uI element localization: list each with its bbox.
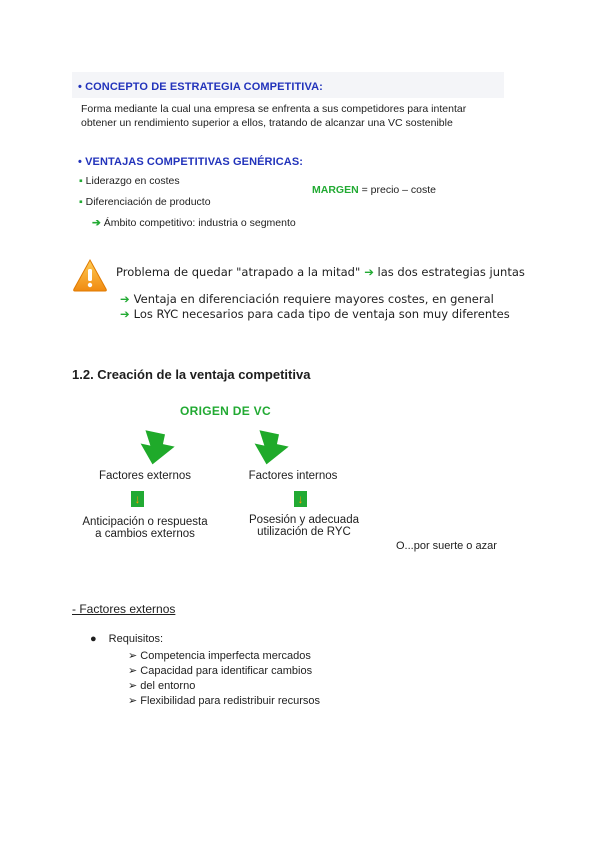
warning-sub-2: ➔ Los RYC necesarios para cada tipo de ventaja son muy diferentes [120,307,510,321]
right-result: Posesión y adecuada utilización de RYC [249,514,359,538]
requisito-1: ➢ Competencia imperfecta mercados [128,650,311,662]
arrowhead-icon: ➢ [128,650,141,662]
orange-down-arrow-icon: ↓ [131,491,144,507]
origen-heading: ORIGEN DE VC [180,404,271,418]
left-factor: Factores externos [98,470,192,482]
orange-down-arrow-icon: ↓ [294,491,307,507]
margen-formula: MARGEN = precio – coste [312,184,437,196]
right-factor: Factores internos [248,470,338,482]
arrowhead-icon: ➢ [128,695,141,707]
left-result: Anticipación o respuesta a cambios externos [82,516,208,540]
green-arrow-icon: ➔ [360,265,374,279]
concept-heading: • CONCEPTO DE ESTRATEGIA COMPETITIVA: [78,81,323,93]
requisito-2: ➢ Capacidad para identificar cambios [128,665,313,677]
requisito-3: ➢ del entorno [128,680,196,692]
ventajas-heading: • VENTAJAS COMPETITIVAS GENÉRICAS: [78,156,304,168]
concept-line-2: obtener un rendimiento superior a ellos, tratando de alcanzar una VC sostenible [81,117,453,129]
concept-block [72,72,504,238]
section-title: 1.2. Creación de la ventaja competitiva [72,367,311,382]
ambito-line: ➔ Ámbito competitivo: industria o segmento [92,217,296,229]
luck-note: O...por suerte o azar [396,540,497,552]
requisitos-item: ● Requisitos: [90,633,164,645]
externos-title: - Factores externos [72,602,176,616]
green-arrow-icon: ➔ [120,307,134,321]
green-down-arrow-icon [136,429,178,467]
concept-line-1: Forma mediante la cual una empresa se enfrenta a sus competidores para intentar [81,103,467,115]
ventajas-item-1: ▪ Liderazgo en costes [79,175,180,187]
green-down-arrow-icon [250,429,292,467]
bullet-icon: ● [90,633,97,645]
requisito-4: ➢ Flexibilidad para redistribuir recursos [128,695,321,707]
green-arrow-icon: ➔ [92,217,104,229]
arrowhead-icon: ➢ [128,665,141,677]
warning-icon [72,258,108,292]
green-arrow-icon: ➔ [120,292,134,306]
ventajas-item-2: ▪ Diferenciación de producto [79,196,211,208]
warning-sub-1: ➔ Ventaja en diferenciación requiere mayores costes, en general [120,292,494,306]
arrowhead-icon: ➢ [128,680,141,692]
warning-problem: Problema de quedar "atrapado a la mitad" ➔ las dos estrategias juntas [116,265,525,279]
